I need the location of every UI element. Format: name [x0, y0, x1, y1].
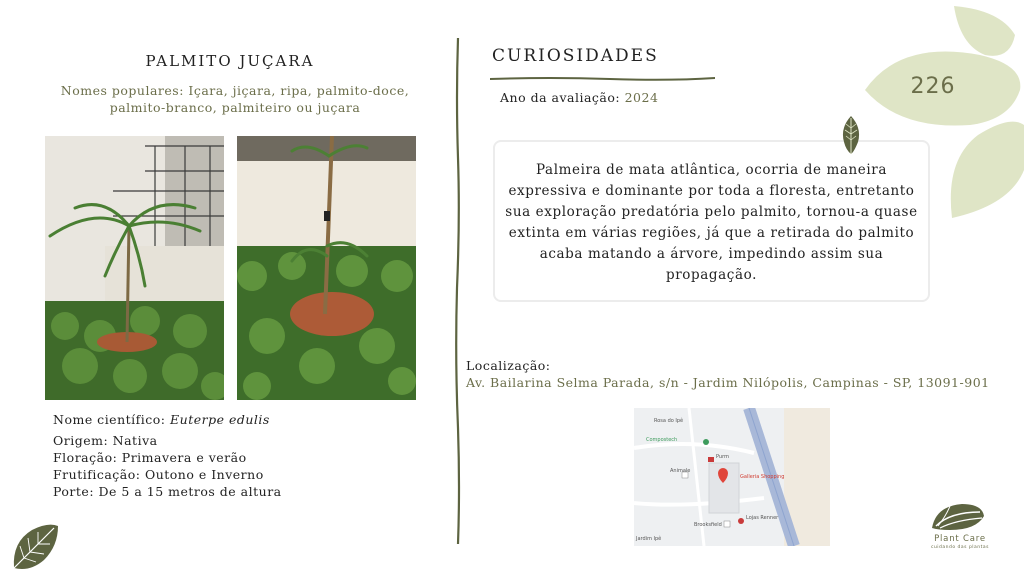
map-label-animale: Animale — [670, 468, 691, 474]
description-text: Palmeira de mata atlântica, ocorria de maneira expressiva e dominante por toda a floresta, entretanto sua exploração predatória pelo palmito, tornou-a quase extinta em várias regiões, já que a retirada do palmito acaba matando a árvore, impedindo assim sua propagação. — [505, 162, 918, 283]
map-label-lojas: Lojas Renner — [746, 515, 779, 521]
fact-fruiting: Frutificação: Outono e Inverno — [53, 467, 264, 482]
decorative-leaves-icon — [860, 0, 1024, 225]
scientific-name-value: Euterpe edulis — [170, 412, 270, 427]
plant-title: PALMITO JUÇARA — [145, 52, 315, 70]
fact-flowering: Floração: Primavera e verão — [53, 450, 247, 465]
fact-size: Porte: De 5 a 15 metros de altura — [53, 484, 282, 499]
popular-names: Nomes populares: Içara, jiçara, ripa, palmito-doce, palmito-branco, palmiteiro ou juçara — [60, 83, 410, 115]
curiosities-title: CURIOSIDADES — [492, 46, 659, 66]
brand-name: Plant Care — [934, 534, 986, 544]
fact-origin: Origem: Nativa — [53, 433, 158, 448]
location-map[interactable] — [634, 408, 830, 546]
map-label-bottom: Jardim Ipê — [636, 536, 662, 542]
location-address: Av. Bailarina Selma Parada, s/n - Jardim Nilópolis, Campinas - SP, 13091-901 — [466, 375, 990, 390]
column-divider — [452, 38, 464, 544]
map-label-compostech: Compostech — [646, 437, 678, 443]
title-underline — [490, 68, 715, 76]
location-label: Localização: — [466, 358, 551, 373]
evaluation-label: Ano da avaliação: — [500, 90, 621, 105]
plant-photo-1 — [45, 136, 224, 400]
evaluation-value: 2024 — [624, 90, 659, 105]
leaf-corner-icon — [10, 522, 60, 572]
small-leaf-icon — [840, 114, 862, 156]
evaluation-year — [500, 90, 658, 105]
brand-tagline: cuidando das plantas — [930, 545, 990, 550]
page-number: 226 — [910, 74, 956, 99]
map-label-top: Rosa do Ipê — [654, 418, 684, 424]
map-label-brooksfield: Brooksfield — [694, 522, 722, 528]
plant-photo-2 — [237, 136, 416, 400]
fact-scientific-name — [53, 411, 433, 428]
scientific-name-label: Nome científico: — [53, 412, 166, 427]
plant-facts — [53, 411, 433, 500]
map-label-shopping: Galleria Shopping — [740, 474, 785, 480]
map-label-purm: Purm — [716, 454, 729, 460]
